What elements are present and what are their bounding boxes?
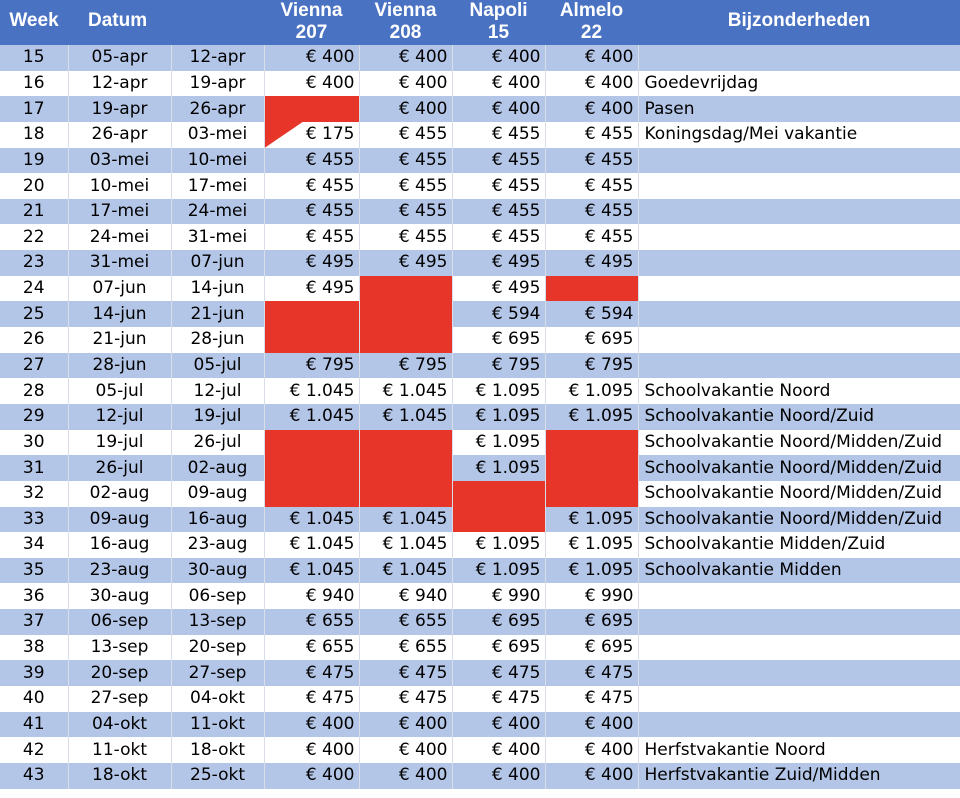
table-row (0, 583, 960, 609)
cell-bijzonderheden: Schoolvakantie Noord/Midden/Zuid (638, 481, 960, 507)
header-datum: Datum (68, 0, 264, 45)
cell-week: 39 (0, 660, 68, 686)
cell-date-to: 18-okt (171, 737, 264, 763)
cell-bijzonderheden: Herfstvakantie Noord (638, 737, 960, 763)
cell-vienna-207: € 1.045 (264, 404, 359, 430)
cell-date-to: 28-jun (171, 327, 264, 353)
cell-napoli-15: € 400 (452, 763, 545, 789)
cell-vienna-207: € 455 (264, 224, 359, 250)
cell-napoli-15: € 990 (452, 583, 545, 609)
cell-napoli-15 (452, 481, 545, 507)
cell-almelo-22: € 1.095 (545, 507, 638, 533)
cell-vienna-207: € 795 (264, 353, 359, 379)
cell-week: 25 (0, 301, 68, 327)
cell-napoli-15: € 1.095 (452, 430, 545, 456)
cell-napoli-15: € 455 (452, 148, 545, 174)
cell-date-from: 05-apr (68, 45, 171, 71)
cell-bijzonderheden: Schoolvakantie Noord/Midden/Zuid (638, 455, 960, 481)
table-row (0, 378, 960, 404)
cell-date-from: 18-okt (68, 763, 171, 789)
cell-vienna-207: € 455 (264, 148, 359, 174)
cell-bijzonderheden: Schoolvakantie Noord/Zuid (638, 404, 960, 430)
cell-almelo-22: € 455 (545, 173, 638, 199)
cell-bijzonderheden (638, 250, 960, 276)
cell-week: 41 (0, 712, 68, 738)
cell-date-to: 20-sep (171, 635, 264, 661)
cell-almelo-22: € 1.095 (545, 378, 638, 404)
cell-date-from: 12-apr (68, 71, 171, 97)
cell-vienna-208: € 400 (359, 712, 452, 738)
cell-napoli-15: € 695 (452, 327, 545, 353)
cell-bijzonderheden (638, 148, 960, 174)
cell-bijzonderheden (638, 276, 960, 302)
cell-vienna-208: € 655 (359, 609, 452, 635)
header-row (0, 0, 960, 45)
cell-bijzonderheden: Pasen (638, 96, 960, 122)
cell-vienna-208 (359, 455, 452, 481)
table-row (0, 635, 960, 661)
table-row (0, 199, 960, 225)
cell-date-to: 12-apr (171, 45, 264, 71)
header-napoli-15-number: 15 (487, 22, 510, 43)
cell-vienna-208: € 400 (359, 737, 452, 763)
cell-vienna-207: € 400 (264, 71, 359, 97)
cell-date-to: 24-mei (171, 199, 264, 225)
cell-bijzonderheden (638, 301, 960, 327)
cell-bijzonderheden: Schoolvakantie Midden/Zuid (638, 532, 960, 558)
cell-vienna-208: € 1.045 (359, 404, 452, 430)
table-row (0, 737, 960, 763)
cell-week: 30 (0, 430, 68, 456)
cell-vienna-207: € 1.045 (264, 532, 359, 558)
table-row (0, 276, 960, 302)
cell-date-to: 19-apr (171, 71, 264, 97)
cell-bijzonderheden: Goedevrijdag (638, 71, 960, 97)
cell-almelo-22: € 1.095 (545, 404, 638, 430)
cell-bijzonderheden: Schoolvakantie Midden (638, 558, 960, 584)
cell-vienna-207 (264, 301, 359, 327)
cell-almelo-22: € 1.095 (545, 558, 638, 584)
cell-bijzonderheden (638, 199, 960, 225)
cell-vienna-207 (264, 481, 359, 507)
cell-napoli-15: € 1.095 (452, 558, 545, 584)
cell-week: 20 (0, 173, 68, 199)
cell-almelo-22 (545, 481, 638, 507)
cell-date-to: 25-okt (171, 763, 264, 789)
table-row (0, 532, 960, 558)
cell-vienna-207: € 1.045 (264, 507, 359, 533)
cell-almelo-22: € 795 (545, 353, 638, 379)
cell-date-to: 02-aug (171, 455, 264, 481)
cell-almelo-22 (545, 276, 638, 302)
cell-napoli-15: € 695 (452, 609, 545, 635)
header-vienna-207-number: 207 (295, 22, 328, 43)
cell-almelo-22 (545, 455, 638, 481)
cell-vienna-207: € 400 (264, 712, 359, 738)
cell-almelo-22: € 455 (545, 224, 638, 250)
cell-almelo-22: € 495 (545, 250, 638, 276)
cell-date-to: 03-mei (171, 122, 264, 148)
header-vienna-208-number: 208 (389, 22, 422, 43)
table-row (0, 558, 960, 584)
cell-date-to: 17-mei (171, 173, 264, 199)
cell-vienna-208: € 1.045 (359, 532, 452, 558)
cell-vienna-207 (264, 430, 359, 456)
header-napoli-15-name: Napoli (469, 0, 528, 21)
header-napoli-15 (452, 0, 545, 45)
cell-almelo-22: € 475 (545, 660, 638, 686)
cell-bijzonderheden (638, 353, 960, 379)
cell-napoli-15: € 1.095 (452, 455, 545, 481)
cell-bijzonderheden: Schoolvakantie Noord/Midden/Zuid (638, 430, 960, 456)
cell-napoli-15: € 475 (452, 660, 545, 686)
header-almelo-22-number: 22 (580, 22, 603, 43)
cell-napoli-15: € 594 (452, 301, 545, 327)
cell-napoli-15: € 455 (452, 173, 545, 199)
header-almelo-22-name: Almelo (559, 0, 624, 21)
cell-vienna-208: € 455 (359, 148, 452, 174)
cell-almelo-22: € 594 (545, 301, 638, 327)
cell-date-to: 13-sep (171, 609, 264, 635)
cell-napoli-15: € 495 (452, 276, 545, 302)
cell-bijzonderheden (638, 327, 960, 353)
cell-week: 19 (0, 148, 68, 174)
cell-date-to: 05-jul (171, 353, 264, 379)
table-row (0, 71, 960, 97)
cell-date-from: 07-jun (68, 276, 171, 302)
cell-vienna-207: € 455 (264, 199, 359, 225)
cell-vienna-208: € 1.045 (359, 558, 452, 584)
cell-vienna-208 (359, 481, 452, 507)
cell-almelo-22: € 400 (545, 712, 638, 738)
cell-vienna-208 (359, 276, 452, 302)
cell-week: 35 (0, 558, 68, 584)
cell-bijzonderheden (638, 686, 960, 712)
cell-date-from: 02-aug (68, 481, 171, 507)
table-row (0, 353, 960, 379)
cell-date-to: 12-jul (171, 378, 264, 404)
cell-date-from: 28-jun (68, 353, 171, 379)
cell-vienna-208: € 455 (359, 224, 452, 250)
header-bijzonderheden: Bijzonderheden (638, 0, 960, 45)
cell-date-from: 11-okt (68, 737, 171, 763)
cell-date-from: 19-apr (68, 96, 171, 122)
table-row (0, 96, 960, 122)
header-vienna-208 (359, 0, 452, 45)
header-almelo-22 (545, 0, 638, 45)
cell-bijzonderheden (638, 173, 960, 199)
cell-vienna-208: € 455 (359, 173, 452, 199)
cell-bijzonderheden: Koningsdag/Mei vakantie (638, 122, 960, 148)
cell-napoli-15: € 475 (452, 686, 545, 712)
cell-vienna-208: € 400 (359, 96, 452, 122)
cell-bijzonderheden (638, 609, 960, 635)
cell-week: 43 (0, 763, 68, 789)
cell-date-from: 26-apr (68, 122, 171, 148)
cell-week: 16 (0, 71, 68, 97)
cell-bijzonderheden: Schoolvakantie Noord (638, 378, 960, 404)
price-value: € 175 (305, 124, 355, 145)
header-vienna-207-name: Vienna (280, 0, 343, 21)
cell-napoli-15: € 455 (452, 199, 545, 225)
cell-week: 29 (0, 404, 68, 430)
cell-date-from: 06-sep (68, 609, 171, 635)
cell-date-to: 19-jul (171, 404, 264, 430)
cell-date-to: 27-sep (171, 660, 264, 686)
cell-vienna-207 (264, 96, 359, 122)
cell-week: 28 (0, 378, 68, 404)
cell-date-to: 31-mei (171, 224, 264, 250)
table-row (0, 507, 960, 533)
cell-vienna-207: € 1.045 (264, 558, 359, 584)
cell-date-to: 16-aug (171, 507, 264, 533)
cell-week: 33 (0, 507, 68, 533)
cell-vienna-208: € 475 (359, 686, 452, 712)
cell-week: 21 (0, 199, 68, 225)
cell-date-to: 06-sep (171, 583, 264, 609)
cell-week: 38 (0, 635, 68, 661)
table-row (0, 404, 960, 430)
cell-almelo-22: € 400 (545, 45, 638, 71)
cell-date-from: 16-aug (68, 532, 171, 558)
cell-vienna-207 (264, 122, 359, 148)
cell-almelo-22: € 1.095 (545, 532, 638, 558)
cell-bijzonderheden (638, 45, 960, 71)
cell-napoli-15: € 1.095 (452, 378, 545, 404)
cell-bijzonderheden (638, 583, 960, 609)
cell-vienna-207: € 475 (264, 660, 359, 686)
cell-week: 27 (0, 353, 68, 379)
table-row (0, 430, 960, 456)
cell-vienna-207: € 655 (264, 609, 359, 635)
cell-bijzonderheden (638, 635, 960, 661)
cell-week: 36 (0, 583, 68, 609)
cell-napoli-15: € 400 (452, 71, 545, 97)
header-week: Week (0, 0, 68, 45)
table-row (0, 148, 960, 174)
cell-date-from: 13-sep (68, 635, 171, 661)
cell-bijzonderheden: Herfstvakantie Zuid/Midden (638, 763, 960, 789)
cell-vienna-207: € 475 (264, 686, 359, 712)
cell-date-from: 12-jul (68, 404, 171, 430)
cell-date-to: 11-okt (171, 712, 264, 738)
table-row (0, 455, 960, 481)
cell-date-from: 14-jun (68, 301, 171, 327)
cell-week: 42 (0, 737, 68, 763)
cell-date-from: 27-sep (68, 686, 171, 712)
cell-vienna-207 (264, 455, 359, 481)
cell-vienna-208: € 1.045 (359, 378, 452, 404)
cell-vienna-208 (359, 301, 452, 327)
cell-vienna-208: € 655 (359, 635, 452, 661)
table-row (0, 122, 960, 148)
cell-bijzonderheden: Schoolvakantie Noord/Midden/Zuid (638, 507, 960, 533)
cell-week: 31 (0, 455, 68, 481)
cell-date-from: 17-mei (68, 199, 171, 225)
cell-napoli-15 (452, 507, 545, 533)
cell-week: 40 (0, 686, 68, 712)
cell-vienna-208: € 400 (359, 45, 452, 71)
cell-vienna-208 (359, 430, 452, 456)
table-row (0, 481, 960, 507)
cell-napoli-15: € 1.095 (452, 404, 545, 430)
header-vienna-207 (264, 0, 359, 45)
cell-almelo-22: € 475 (545, 686, 638, 712)
cell-vienna-208: € 495 (359, 250, 452, 276)
cell-vienna-208: € 400 (359, 71, 452, 97)
table-row (0, 301, 960, 327)
cell-napoli-15: € 495 (452, 250, 545, 276)
cell-napoli-15: € 795 (452, 353, 545, 379)
table-body (0, 45, 960, 789)
cell-napoli-15: € 400 (452, 96, 545, 122)
cell-vienna-207: € 400 (264, 45, 359, 71)
cell-napoli-15: € 455 (452, 224, 545, 250)
table-row (0, 173, 960, 199)
cell-date-from: 03-mei (68, 148, 171, 174)
cell-almelo-22: € 990 (545, 583, 638, 609)
table-row (0, 45, 960, 71)
cell-date-to: 10-mei (171, 148, 264, 174)
cell-almelo-22 (545, 430, 638, 456)
cell-week: 32 (0, 481, 68, 507)
cell-almelo-22: € 695 (545, 635, 638, 661)
cell-week: 24 (0, 276, 68, 302)
cell-vienna-207 (264, 327, 359, 353)
cell-bijzonderheden (638, 712, 960, 738)
cell-date-to: 21-jun (171, 301, 264, 327)
cell-vienna-207: € 495 (264, 276, 359, 302)
cell-vienna-208: € 475 (359, 660, 452, 686)
cell-almelo-22: € 400 (545, 71, 638, 97)
cell-vienna-207: € 455 (264, 173, 359, 199)
cell-date-from: 10-mei (68, 173, 171, 199)
cell-almelo-22: € 455 (545, 199, 638, 225)
cell-vienna-207: € 400 (264, 737, 359, 763)
cell-napoli-15: € 400 (452, 712, 545, 738)
table-row (0, 224, 960, 250)
table-row (0, 609, 960, 635)
cell-date-from: 21-jun (68, 327, 171, 353)
cell-almelo-22: € 455 (545, 122, 638, 148)
cell-almelo-22: € 400 (545, 96, 638, 122)
cell-date-to: 04-okt (171, 686, 264, 712)
cell-almelo-22: € 695 (545, 609, 638, 635)
cell-napoli-15: € 1.095 (452, 532, 545, 558)
cell-vienna-208: € 795 (359, 353, 452, 379)
cell-date-from: 04-okt (68, 712, 171, 738)
cell-week: 17 (0, 96, 68, 122)
table-row (0, 250, 960, 276)
cell-date-from: 24-mei (68, 224, 171, 250)
cell-date-to: 23-aug (171, 532, 264, 558)
cell-napoli-15: € 695 (452, 635, 545, 661)
cell-date-to: 09-aug (171, 481, 264, 507)
cell-week: 15 (0, 45, 68, 71)
cell-week: 18 (0, 122, 68, 148)
cell-vienna-207: € 655 (264, 635, 359, 661)
header-vienna-208-name: Vienna (374, 0, 437, 21)
cell-almelo-22: € 400 (545, 737, 638, 763)
cell-date-from: 20-sep (68, 660, 171, 686)
cell-week: 34 (0, 532, 68, 558)
cell-vienna-208: € 1.045 (359, 507, 452, 533)
cell-date-from: 31-mei (68, 250, 171, 276)
cell-date-from: 30-aug (68, 583, 171, 609)
cell-vienna-208: € 400 (359, 763, 452, 789)
cell-vienna-207: € 495 (264, 250, 359, 276)
cell-almelo-22: € 455 (545, 148, 638, 174)
cell-bijzonderheden (638, 224, 960, 250)
cell-date-from: 19-jul (68, 430, 171, 456)
table-row (0, 660, 960, 686)
cell-vienna-207: € 400 (264, 763, 359, 789)
cell-vienna-208: € 455 (359, 199, 452, 225)
table-row (0, 327, 960, 353)
cell-napoli-15: € 400 (452, 45, 545, 71)
cell-date-to: 26-apr (171, 96, 264, 122)
cell-date-to: 07-jun (171, 250, 264, 276)
cell-date-to: 30-aug (171, 558, 264, 584)
cell-date-from: 26-jul (68, 455, 171, 481)
cell-vienna-207: € 1.045 (264, 378, 359, 404)
cell-vienna-208 (359, 327, 452, 353)
table-row (0, 712, 960, 738)
cell-almelo-22: € 695 (545, 327, 638, 353)
cell-date-to: 26-jul (171, 430, 264, 456)
cell-almelo-22: € 400 (545, 763, 638, 789)
cell-date-from: 23-aug (68, 558, 171, 584)
table-row (0, 686, 960, 712)
table-row (0, 763, 960, 789)
cell-napoli-15: € 455 (452, 122, 545, 148)
cell-vienna-208: € 455 (359, 122, 452, 148)
cell-bijzonderheden (638, 660, 960, 686)
cell-date-to: 14-jun (171, 276, 264, 302)
cell-week: 26 (0, 327, 68, 353)
cell-date-from: 09-aug (68, 507, 171, 533)
cell-napoli-15: € 400 (452, 737, 545, 763)
cell-vienna-208: € 940 (359, 583, 452, 609)
cell-date-from: 05-jul (68, 378, 171, 404)
cell-week: 22 (0, 224, 68, 250)
cell-vienna-207: € 940 (264, 583, 359, 609)
cell-week: 23 (0, 250, 68, 276)
cell-week: 37 (0, 609, 68, 635)
